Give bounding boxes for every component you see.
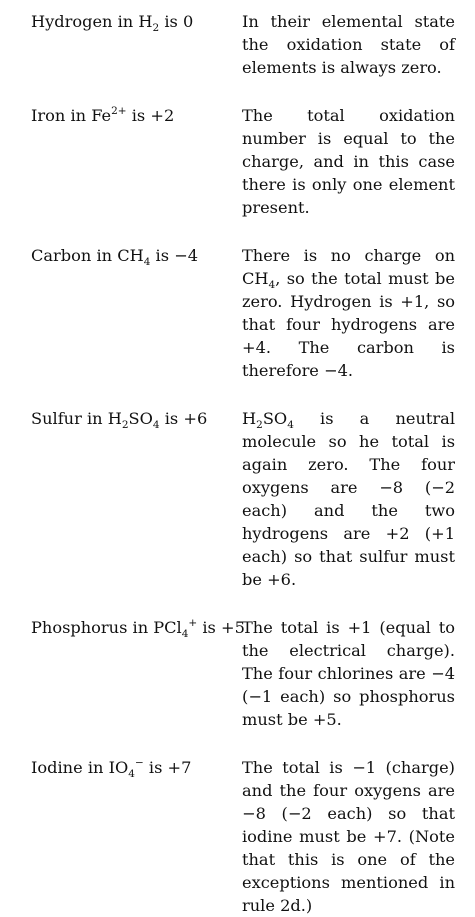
explanation	[242, 407, 455, 591]
element-statement	[31, 407, 242, 430]
text-run: is a neutral molecule so he total is again zero. The four oxygens are −8 (−2 each) and the two hydrogens are +2 (+1 each) so that sulfur must be +6.	[242, 409, 455, 589]
table-row-sulfur	[31, 407, 465, 591]
explanation	[242, 10, 455, 79]
text-run: H	[242, 409, 257, 428]
subscript: 4	[181, 628, 189, 640]
text-run: Phosphorus in PCl	[31, 618, 182, 637]
table-row-iron	[31, 104, 465, 219]
explanation	[242, 756, 455, 917]
subscript: 4	[268, 279, 276, 291]
explanation	[242, 616, 455, 731]
superscript: −	[134, 757, 144, 769]
text-run: is +7	[143, 758, 192, 777]
subscript: 2	[121, 419, 129, 431]
text-run: Sulfur in H	[31, 409, 122, 428]
element-statement	[31, 10, 242, 33]
superscript: +	[188, 617, 198, 629]
explanation	[242, 244, 455, 382]
explanation	[242, 104, 455, 219]
table-row-carbon	[31, 244, 465, 382]
text-run: , so the total must be zero. Hydrogen is +1, so that four hydrogens are +4. The carbon is therefore −4.	[242, 269, 455, 380]
subscript: 4	[152, 419, 160, 431]
text-run: The total is −1 (charge) and the four oxygens are −8 (−2 each) so that iodine must be +7. (Note that this is one of the exceptions mentioned in rule 2d.)	[242, 758, 455, 915]
text-run: is −4	[150, 246, 199, 265]
text-run: Carbon in CH	[31, 246, 144, 265]
table-row-phosphorus	[31, 616, 465, 731]
text-run: In their elemental state the oxidation state of elements is always zero.	[242, 12, 455, 77]
text-run: The total oxidation number is equal to the charge, and in this case there is only one element present.	[242, 106, 455, 217]
element-statement	[31, 104, 242, 127]
text-run: is +2	[126, 106, 175, 125]
text-run: is 0	[159, 12, 194, 31]
subscript: 4	[287, 419, 294, 431]
subscript: 2	[256, 419, 263, 431]
text-run: There is no charge on CH	[242, 246, 455, 288]
element-statement	[31, 616, 245, 640]
rows-container	[31, 10, 465, 917]
text-run: is +5	[197, 618, 245, 637]
superscript: 2+	[111, 105, 127, 117]
text-run: Iodine in IO	[31, 758, 129, 777]
text-run: is +6	[159, 409, 208, 428]
table-row-iodine	[31, 756, 465, 917]
subscript: 4	[143, 256, 151, 268]
text-run: SO	[128, 409, 153, 428]
text-run: Iron in Fe	[31, 106, 112, 125]
text-run: Hydrogen in H	[31, 12, 153, 31]
subscript: 2	[152, 22, 160, 34]
text-run: The total is +1 (equal to the electrical charge). The four chlorines are −4 (−1 each) so phosphorus must be +5.	[242, 618, 455, 729]
element-statement	[31, 244, 242, 267]
table-row-hydrogen	[31, 10, 465, 79]
subscript: 4	[128, 768, 135, 780]
text-run: SO	[262, 409, 288, 428]
element-statement	[31, 756, 242, 779]
